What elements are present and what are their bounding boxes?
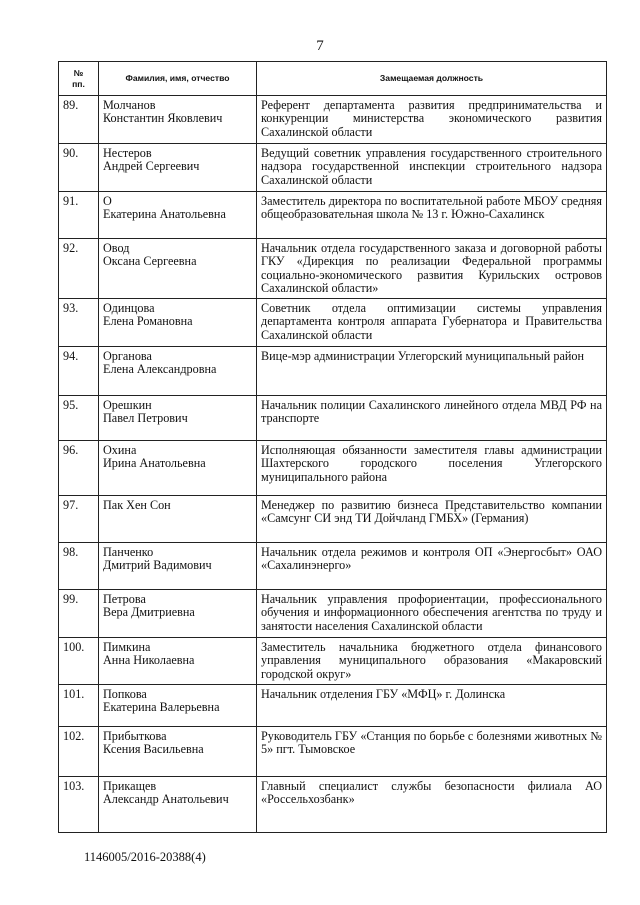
person-name [99, 396, 257, 441]
document-reference-code: 1146005/2016-20388(4) [84, 850, 206, 864]
header-position: Замещаемая должность [257, 62, 607, 96]
table-row [59, 496, 607, 543]
person-name [99, 727, 257, 777]
table-row [59, 727, 607, 777]
row-number: 101. [59, 685, 99, 727]
person-name [99, 543, 257, 590]
person-name [99, 685, 257, 727]
person-given-name: Оксана Сергеевна [103, 254, 197, 269]
row-number: 91. [59, 192, 99, 239]
person-surname: Пак Хен Сон [103, 498, 171, 512]
table-row [59, 685, 607, 727]
person-position: Главный специалист службы безопасности филиала АО «Россельхозбанк» [257, 777, 607, 833]
person-position: Начальник управления профориентации, профессионального обучения и информационного обеспечения агентства по труду и занятости населения Сахалинской области [257, 590, 607, 638]
table-row [59, 239, 607, 299]
table-row [59, 441, 607, 496]
row-number: 99. [59, 590, 99, 638]
person-surname: Одинцова [103, 301, 155, 315]
row-number: 100. [59, 638, 99, 685]
personnel-table [58, 61, 607, 833]
header-full-name: Фамилия, имя, отчество [99, 62, 257, 96]
person-given-name: Александр Анатольевич [103, 792, 229, 807]
row-number: 94. [59, 347, 99, 396]
person-given-name: Ксения Васильевна [103, 742, 204, 757]
person-name [99, 638, 257, 685]
person-position: Заместитель директора по воспитательной работе МБОУ средняя общеобразовательная школа № 13 г. Южно-Сахалинск [257, 192, 607, 239]
row-number: 89. [59, 96, 99, 144]
row-number: 95. [59, 396, 99, 441]
person-surname: Овод [103, 241, 130, 255]
person-name [99, 239, 257, 299]
person-position: Вице-мэр администрации Углегорский муниципальный район [257, 347, 607, 396]
table-row [59, 590, 607, 638]
person-given-name: Андрей Сергеевич [103, 159, 200, 174]
person-given-name: Екатерина Валерьевна [103, 700, 220, 715]
page-number: 7 [316, 38, 324, 54]
person-given-name: Дмитрий Вадимович [103, 558, 212, 573]
person-surname: Органова [103, 349, 152, 363]
person-position: Начальник полиции Сахалинского линейного отдела МВД РФ на транспорте [257, 396, 607, 441]
row-number: 90. [59, 144, 99, 192]
row-number: 97. [59, 496, 99, 543]
person-surname: Петрова [103, 592, 146, 606]
person-surname: Прикащев [103, 779, 157, 793]
person-given-name: Константин Яковлевич [103, 111, 223, 126]
person-position: Советник отдела оптимизации системы управления департамента контроля аппарата Губернатора и Правительства Сахалинской области [257, 299, 607, 347]
table-row [59, 144, 607, 192]
person-position: Исполняющая обязанности заместителя главы администрации Шахтерского городского поселения Углегорского муниципального района [257, 441, 607, 496]
table-row [59, 192, 607, 239]
person-name [99, 347, 257, 396]
person-surname: Охина [103, 443, 137, 457]
person-surname: Пимкина [103, 640, 151, 654]
table-row [59, 396, 607, 441]
person-surname: Нестеров [103, 146, 152, 160]
person-position: Начальник отдела режимов и контроля ОП «Энергосбыт» ОАО «Сахалинэнерго» [257, 543, 607, 590]
table-header-row [59, 62, 607, 96]
person-surname: Попкова [103, 687, 147, 701]
person-name [99, 496, 257, 543]
person-position: Ведущий советник управления государственного строительного надзора государственной инспекции строительного надзора Сахалинской области [257, 144, 607, 192]
person-position: Референт департамента развития предпринимательства и конкуренции министерства экономического развития Сахалинской области [257, 96, 607, 144]
person-name [99, 144, 257, 192]
table-row [59, 777, 607, 833]
person-given-name: Екатерина Анатольевна [103, 207, 226, 222]
person-given-name: Елена Романовна [103, 314, 193, 329]
person-position: Заместитель начальника бюджетного отдела финансового управления муниципального образования «Макаровский городской округ» [257, 638, 607, 685]
person-given-name: Анна Николаевна [103, 653, 195, 668]
person-position: Менеджер по развитию бизнеса Представительство компании «Самсунг СИ энд ТИ Дойчланд ГМБХ» (Германия) [257, 496, 607, 543]
person-name [99, 590, 257, 638]
person-given-name: Вера Дмитриевна [103, 605, 195, 620]
row-number: 103. [59, 777, 99, 833]
person-name [99, 441, 257, 496]
row-number: 98. [59, 543, 99, 590]
person-given-name: Елена Александровна [103, 362, 217, 377]
row-number: 102. [59, 727, 99, 777]
person-surname: О [103, 194, 112, 208]
header-number: № пп. [59, 62, 99, 96]
person-given-name: Павел Петрович [103, 411, 188, 426]
table-row [59, 96, 607, 144]
person-position: Начальник отдела государственного заказа и договорной работы ГКУ «Дирекция по реализации Федеральной программы социально-экономического развития Курильских островов Сахалинской области» [257, 239, 607, 299]
person-position: Руководитель ГБУ «Станция по борьбе с болезнями животных № 5» пгт. Тымовское [257, 727, 607, 777]
person-position: Начальник отделения ГБУ «МФЦ» г. Долинска [257, 685, 607, 727]
row-number: 96. [59, 441, 99, 496]
table-row [59, 543, 607, 590]
table-row [59, 299, 607, 347]
person-name [99, 96, 257, 144]
row-number: 92. [59, 239, 99, 299]
person-surname: Орешкин [103, 398, 152, 412]
table-row [59, 638, 607, 685]
person-surname: Панченко [103, 545, 154, 559]
person-surname: Молчанов [103, 98, 156, 112]
table-row [59, 347, 607, 396]
row-number: 93. [59, 299, 99, 347]
person-surname: Прибыткова [103, 729, 167, 743]
person-name [99, 299, 257, 347]
person-given-name: Ирина Анатольевна [103, 456, 206, 471]
person-name [99, 777, 257, 833]
person-name [99, 192, 257, 239]
